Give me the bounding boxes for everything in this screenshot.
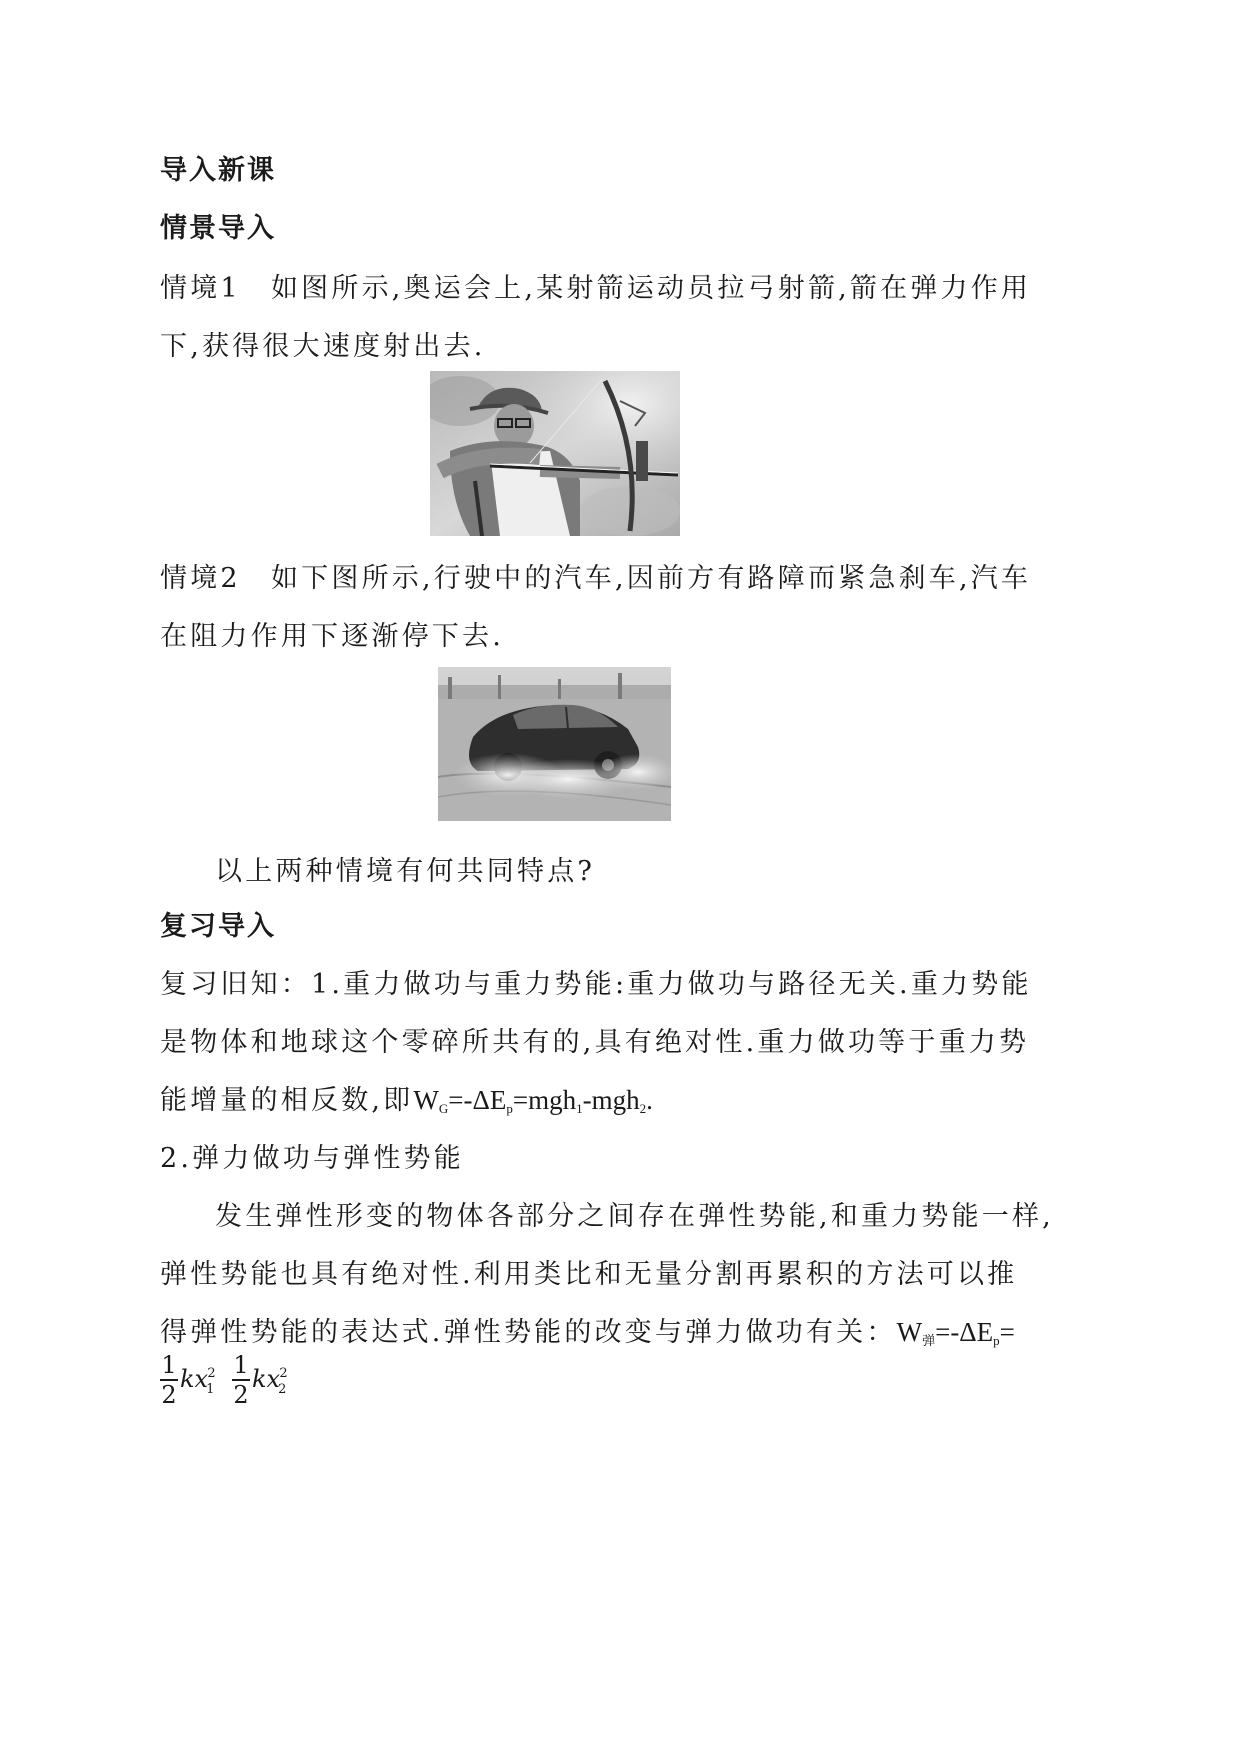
braking-car-photo (438, 667, 671, 821)
fraction-half-2: 1 2 (233, 1351, 249, 1409)
fraction-half-1: 1 2 (161, 1351, 177, 1409)
archer-photo (430, 371, 680, 536)
review-line1: 复习旧知：1.重力做功与重力势能:重力做功与路径无关.重力势能 (160, 969, 1032, 1000)
review-line3 (160, 1078, 653, 1117)
heading-intro: 导入新课 (160, 155, 276, 186)
elastic-para-line2: 弹性势能也具有绝对性.利用类比和无量分割再累积的方法可以推 (160, 1259, 1018, 1290)
review-line2: 是物体和地球这个零碎所共有的,具有绝对性.重力做功等于重力势 (160, 1027, 1030, 1058)
heading-review-intro: 复习导入 (160, 911, 276, 942)
scenario1-line2: 下,获得很大速度射出去. (160, 331, 486, 362)
gravity-work-formula: $W_G=-\Delta E_p=mgh_1-mgh_2$. (413, 1085, 653, 1116)
item2-title: 2.弹力做功与弹性势能 (160, 1143, 464, 1174)
elastic-work-formula-lead: $W_弹=-\Delta E_p=$ (896, 1317, 1015, 1348)
kx1-squared: $kx_1^2$ (180, 1365, 216, 1397)
scenario2-line2: 在阻力作用下逐渐停下去. (160, 621, 504, 652)
question-text: 以上两种情境有何共同特点? (215, 856, 596, 887)
heading-scenario-intro: 情景导入 (160, 213, 276, 244)
elastic-para-line1: 发生弹性形变的物体各部分之间存在弹性势能,和重力势能一样, (215, 1201, 1054, 1232)
scenario2-line1: 情境2 如下图所示,行驶中的汽车,因前方有路障而紧急刹车,汽车 (160, 563, 1032, 594)
review-line3-text: 能增量的相反数,即 (160, 1085, 414, 1116)
elastic-para-line3 (160, 1310, 1015, 1349)
elastic-para-line3-text: 得弹性势能的表达式.弹性势能的改变与弹力做功有关： (160, 1317, 897, 1348)
kx2-squared: $kx_2^2$ (252, 1365, 288, 1397)
scenario1-line1: 情境1 如图所示,奥运会上,某射箭运动员拉弓射箭,箭在弹力作用 (160, 273, 1032, 304)
